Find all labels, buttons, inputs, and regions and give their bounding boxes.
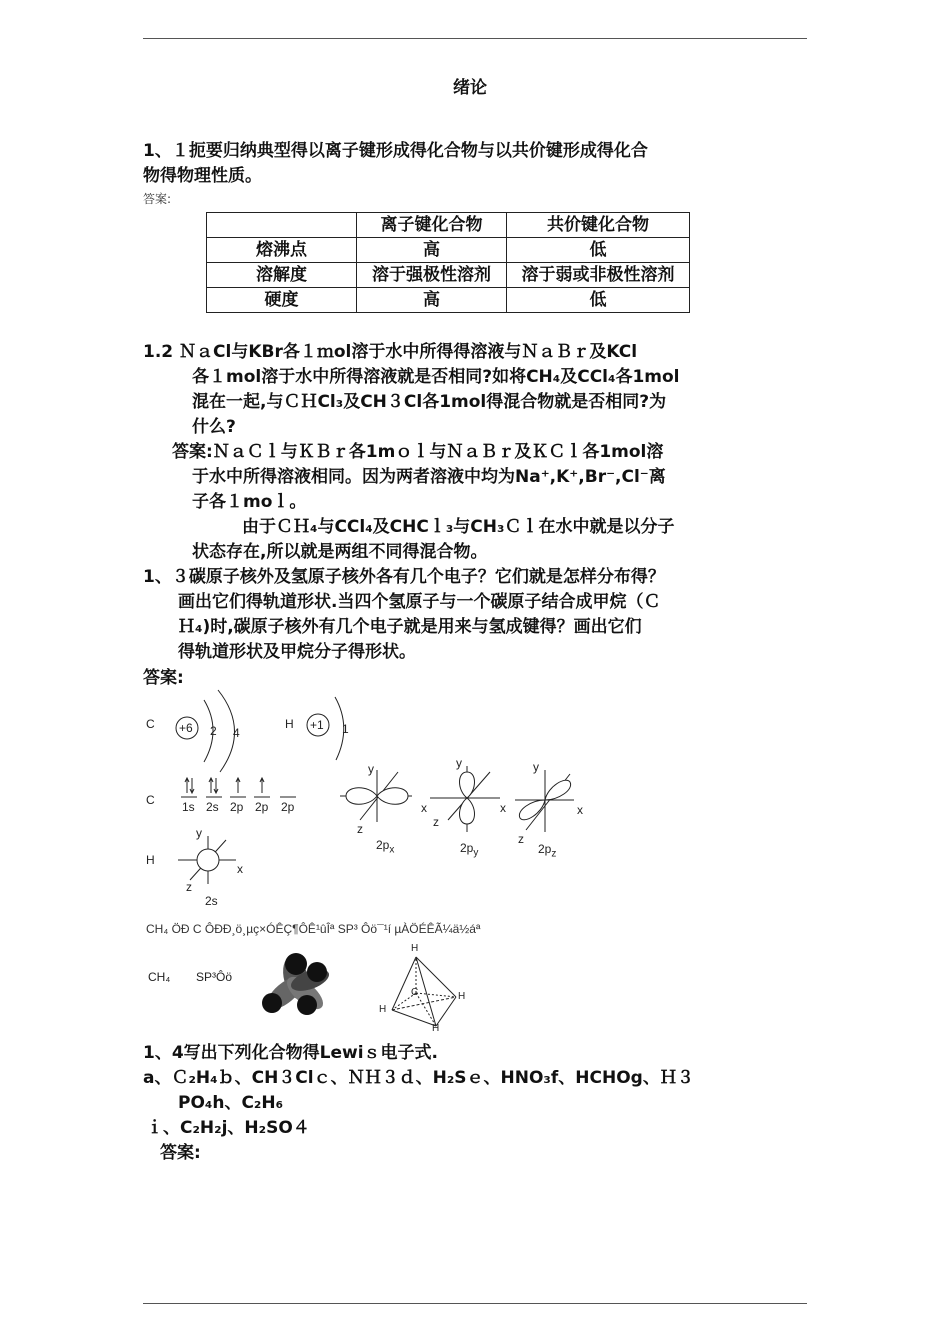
q1-4-line3: PO₄h、C₂H₆ bbox=[178, 1093, 284, 1113]
axis-y-label: y bbox=[456, 756, 462, 770]
q1-3-line2: 画出它们得轨道形状.当四个氢原子与一个碳原子结合成甲烷（Ｃ bbox=[178, 592, 661, 612]
config-row-label: C bbox=[146, 793, 155, 807]
q1-2-answer-1: 答案:ＮａＣｌ与ＫＢｒ各1mｏｌ与ＮａＢｒ及ＫＣｌ各1mol溶 bbox=[172, 442, 664, 462]
q1-1-line2: 物得物理性质。 bbox=[143, 166, 262, 186]
spin-up-arrow bbox=[236, 778, 240, 793]
table-cell: 低 bbox=[507, 288, 690, 313]
q1-3-answer-label: 答案: bbox=[143, 668, 184, 688]
axis-y-label: y bbox=[368, 762, 374, 776]
table-cell: 溶于弱或非极性溶剂 bbox=[507, 263, 690, 288]
q1-4-answer-label: 答案: bbox=[160, 1143, 201, 1163]
table-row bbox=[207, 238, 690, 263]
tetrahedron-h-right: H bbox=[458, 991, 466, 1002]
spin-up-arrow bbox=[185, 778, 189, 793]
table-header-cell: 离子键化合物 bbox=[357, 213, 507, 238]
q1-2-answer-2: 于水中所得溶液相同。因为两者溶液中均为Na⁺,K⁺,Br⁻,Cl⁻离 bbox=[192, 467, 666, 487]
tetrahedron-h-left: H bbox=[379, 1004, 387, 1015]
q1-2-answer-4: 由于ＣＨ₄与CCl₄及CHCｌ₃与CH₃Ｃｌ在水中就是以分子 bbox=[242, 517, 675, 537]
q1-4-line2: a、Ｃ₂H₄ｂ、CH３Clｃ、ＮＨ３ｄ、H₂Sｅ、HNO₃f、HCHOg、Ｈ３ bbox=[143, 1068, 694, 1088]
header-rule bbox=[143, 38, 807, 39]
axis-z-label: z bbox=[518, 832, 524, 846]
q1-2-answer-3: 子各１moｌ。 bbox=[192, 492, 307, 512]
table-cell: 硬度 bbox=[207, 288, 357, 313]
table-cell: 低 bbox=[507, 238, 690, 263]
spin-up-arrow bbox=[209, 778, 213, 793]
q1-3-line3: Ｈ₄)时,碳原子核外有几个电子就是用来与氢成键得？画出它们 bbox=[178, 617, 642, 637]
carbon-shell-1: 2 bbox=[210, 724, 217, 738]
s-orbital-row-label: H bbox=[146, 853, 155, 867]
axis-z-label: z bbox=[186, 880, 192, 894]
table-header-cell bbox=[207, 213, 357, 238]
footer-rule bbox=[143, 1303, 807, 1304]
tetrahedron-h-top: H bbox=[411, 943, 419, 954]
q1-2-line1: 1.2 ＮａCl与KBr各１ｍol溶于水中所得得溶液与ＮａＢｒ及KCl bbox=[143, 342, 638, 362]
orbital-label-2s: 2s bbox=[206, 800, 219, 814]
properties-table bbox=[206, 212, 690, 313]
orbital-label-2p: 2p bbox=[255, 800, 269, 814]
carbon-shell-2: 4 bbox=[233, 726, 240, 740]
s-orbital-label: 2s bbox=[205, 894, 218, 908]
table-header-cell: 共价键化合物 bbox=[507, 213, 690, 238]
q1-4-line1: 1、4写出下列化合物得Lewiｓ电子式. bbox=[143, 1043, 439, 1063]
hydrogen-shell-1: 1 bbox=[342, 722, 349, 736]
axis-y-label: y bbox=[533, 760, 539, 774]
orbital-label-1s: 1s bbox=[182, 800, 195, 814]
table-cell: 熔沸点 bbox=[207, 238, 357, 263]
q1-2-line4: 什么? bbox=[192, 417, 236, 437]
tetrahedron-h-bottom: H bbox=[432, 1023, 440, 1034]
axis-x-label: x bbox=[500, 801, 506, 815]
garbled-caption: CH₄ ÖÐ C ÔÐÐ¸ö¸µç×ÓÊÇ¶ÔÊ¹ûÎª SP³ Ôö¯¹í µÀÖÉÊÃ¼ä½áª bbox=[146, 922, 481, 936]
sp3-label: SP³Ôö bbox=[196, 970, 233, 984]
axis-x-label: x bbox=[421, 801, 427, 815]
hydrogen-atom-label: H bbox=[285, 717, 294, 731]
table-cell: 溶解度 bbox=[207, 263, 357, 288]
table-cell: 溶于强极性溶剂 bbox=[357, 263, 507, 288]
q1-2-answer-5: 状态存在,所以就是两组不同得混合物。 bbox=[192, 542, 488, 562]
spin-up-arrow bbox=[260, 778, 264, 793]
q1-2-line3: 混在一起,与ＣＨCl₃及CH３Cl各1mol得混合物就是否相同?为 bbox=[192, 392, 667, 412]
table-header-row bbox=[207, 213, 690, 238]
p-orbital-label: $2p_z$ bbox=[538, 842, 557, 860]
orbital-label-2p: 2p bbox=[230, 800, 244, 814]
tetrahedron-c: C bbox=[411, 987, 419, 998]
s-orbital bbox=[178, 836, 236, 884]
carbon-atom-label: C bbox=[146, 717, 155, 731]
hydrogen-nucleus: +1 bbox=[310, 718, 324, 732]
spin-down-arrow bbox=[214, 778, 218, 793]
spin-down-arrow bbox=[190, 778, 194, 793]
q1-2-line2: 各１mol溶于水中所得溶液就是否相同?如将CH₄及CCl₄各1mol bbox=[192, 367, 680, 387]
q1-3-line4: 得轨道形状及甲烷分子得形状。 bbox=[178, 642, 416, 662]
ch4-label: CH₄ bbox=[148, 970, 171, 984]
page-title: 绪论 bbox=[453, 78, 487, 98]
q1-1-line1: 1、１扼要归纳典型得以离子键形成得化合物与以共价键形成得化合 bbox=[143, 141, 648, 161]
axis-y-label: y bbox=[196, 826, 202, 840]
p-orbital-x bbox=[340, 770, 412, 822]
axis-z-label: z bbox=[433, 815, 439, 829]
p-orbital-label: $2p_y$ bbox=[460, 841, 479, 859]
p-orbital-z bbox=[515, 770, 574, 832]
q1-1-answer-label: 答案: bbox=[143, 192, 172, 206]
methane-tetrahedron bbox=[392, 957, 456, 1026]
axis-z-label: z bbox=[357, 822, 363, 836]
q1-4-line4: ｉ、C₂H₂j、H₂SO４ bbox=[146, 1118, 310, 1138]
q1-3-line1: 1、３碳原子核外及氢原子核外各有几个电子？它们就是怎样分布得？ bbox=[143, 567, 665, 587]
p-orbital-label: $2p_x$ bbox=[376, 838, 395, 856]
electron-configuration bbox=[181, 778, 296, 797]
table-cell: 高 bbox=[357, 238, 507, 263]
p-orbital-y bbox=[430, 766, 500, 832]
table-row bbox=[207, 263, 690, 288]
axis-x-label: x bbox=[577, 803, 583, 817]
table-row bbox=[207, 288, 690, 313]
axis-x-label: x bbox=[237, 862, 243, 876]
sp3-orbital-model bbox=[262, 953, 332, 1015]
orbital-label-2p: 2p bbox=[281, 800, 295, 814]
table-cell: 高 bbox=[357, 288, 507, 313]
carbon-nucleus: +6 bbox=[179, 721, 193, 735]
